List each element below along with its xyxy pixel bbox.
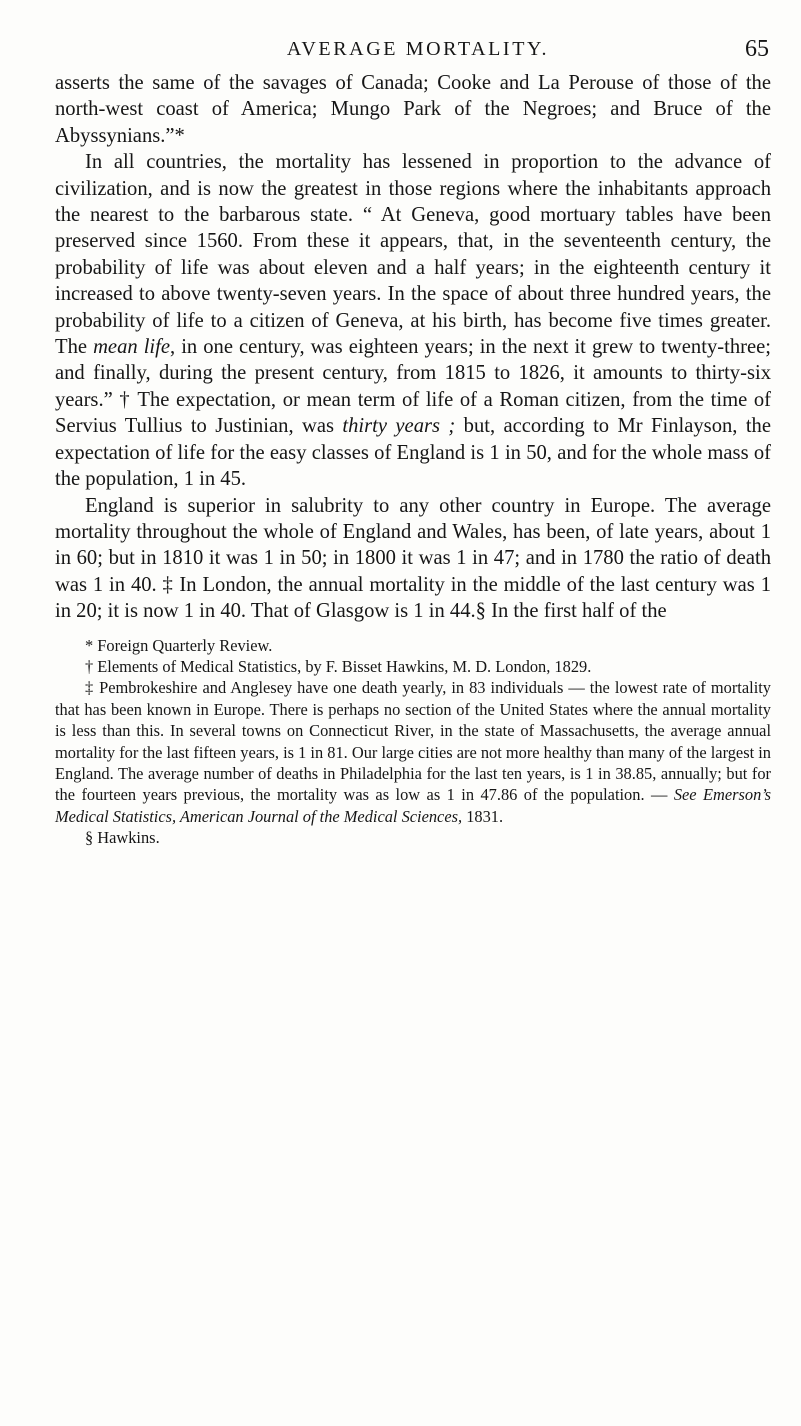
running-head-title: AVERAGE MORTALITY. (286, 38, 550, 60)
footnote-citation: See Emerson’s Medical Statistics, American Journal of the Medical Sciences, (55, 785, 771, 826)
paragraph-civilization (55, 149, 771, 492)
footnote-dagger: † Elements of Medical Statistics, by F. Bisset Hawkins, M. D. London, 1829. (85, 656, 592, 676)
emphasis-thirty-years: thirty years ; (342, 415, 456, 438)
page-number: 65 (745, 36, 769, 62)
footnote-section: § Hawkins. (85, 828, 160, 848)
footnote-asterisk: * Foreign Quarterly Review. (85, 635, 273, 655)
footnotes (55, 635, 771, 849)
paragraph-england: England is superior in salubrity to any other country in Europe. The average mortality throughout the whole of England and Wales, has been, of late years, about 1 in 60; but in 1810 it was 1 in 50; in 1800 it was 1 in 47; and in 1780 the ratio of death was 1 in 40. ‡ In London, the annual mortality in the middle of the last century was 1 in 20; it is now 1 in 40. That of Glasgow is 1 in 44.§ In the first half of the (55, 494, 771, 623)
paragraph-civilization-text-b: , in one century, was eighteen years; in the next it grew to twenty-three; and finally, during the present century, from 1815 to 1826, it amounts to thirty-six years.” † The expectation, or mean term of life of a Roman citizen, from the time of Servius Tullius to Justinian, was (55, 336, 771, 438)
emphasis-mean-life: mean life (93, 336, 171, 359)
running-head (55, 34, 771, 64)
paragraph-civilization-text-c: but, according to Mr Finlayson, the expectation of life for the easy classes of England is 1 in 50, and for the whole mass of the population, 1 in 45. (55, 415, 771, 491)
paragraph-civilization-text-a: In all countries, the mortality has lessened in proportion to the advance of civilization, and is now the greatest in those regions where the inhabitants approach the nearest to the barbarous state. “ At Geneva, good mortuary tables have been preserved since 1560. From these it appears, that, in the seventeenth century, the probability of life was about eleven and a half years; in the eighteenth century it increased to above twenty-seven years. In the space of about three hundred years, the probability of life to a citizen of Geneva, at his birth, has become five times greater. The (55, 151, 771, 359)
footnote-double-dagger-text: ‡ Pembrokeshire and Anglesey have one death yearly, in 83 individuals — the lowest rate of mortality that has been known in Europe. There is perhaps no section of the United States where the annual mortality is less than this. In several towns on Connecticut River, in the state of Massachusetts, the average annual mortality for the last fifteen years, is 1 in 81. Our large cities are not more healthy than many of the largest in England. The average number of deaths in Philadelphia for the last ten years, is 1 in 38.85, annually; but for the fourteen years previous, the mortality was as low as 1 in 47.86 of the population. — (55, 678, 771, 805)
paragraph-continued: asserts the same of the savages of Canada; Cooke and La Perouse of those of the north-west coast of America; Mungo Park of the Negroes; and Bruce of the Abyssynians.”* (55, 72, 771, 147)
main-text (55, 70, 771, 625)
footnote-double-dagger (55, 677, 771, 827)
footnote-year: 1831. (466, 806, 504, 826)
